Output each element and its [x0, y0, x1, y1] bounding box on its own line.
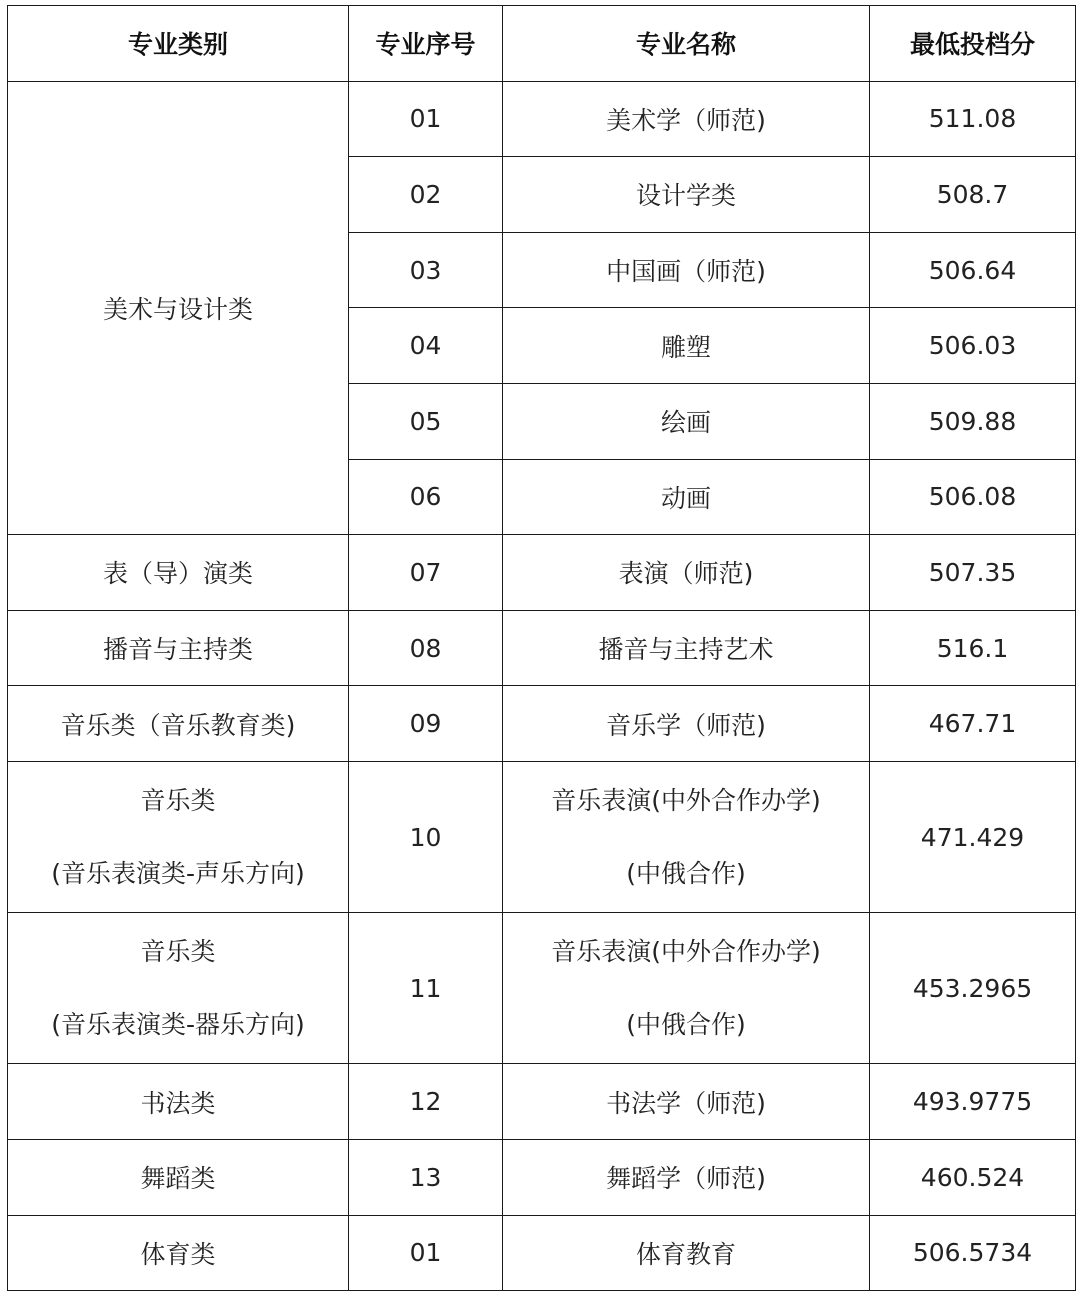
major-name-cell: 舞蹈学（师范) — [503, 1139, 870, 1215]
score-cell: 506.03 — [870, 308, 1076, 384]
score-cell: 516.1 — [870, 610, 1076, 686]
number-cell: 13 — [349, 1139, 503, 1215]
major-name-cell: 设计学类 — [503, 157, 870, 233]
category-cell: 播音与主持类 — [8, 610, 349, 686]
score-cell: 506.08 — [870, 459, 1076, 535]
category-line-2: (音乐表演类-器乐方向) — [51, 1010, 305, 1040]
score-cell: 471.429 — [870, 761, 1076, 912]
category-cell: 音乐类（音乐教育类) — [8, 686, 349, 762]
table-row — [8, 610, 1076, 686]
category-line-1: 音乐类 — [140, 786, 216, 816]
number-cell: 08 — [349, 610, 503, 686]
header-row — [8, 6, 1076, 82]
category-cell: 书法类 — [8, 1064, 349, 1140]
score-cell: 507.35 — [870, 535, 1076, 611]
score-cell: 506.64 — [870, 232, 1076, 308]
score-cell: 460.524 — [870, 1139, 1076, 1215]
number-cell: 11 — [349, 913, 503, 1064]
number-cell: 01 — [349, 81, 503, 157]
number-cell: 10 — [349, 761, 503, 912]
score-cell: 467.71 — [870, 686, 1076, 762]
major-name-cell: 动画 — [503, 459, 870, 535]
header-category: 专业类别 — [8, 6, 349, 82]
table-row — [8, 761, 1076, 912]
category-cell — [8, 913, 349, 1064]
category-cell: 舞蹈类 — [8, 1139, 349, 1215]
header-number: 专业序号 — [349, 6, 503, 82]
number-cell: 09 — [349, 686, 503, 762]
table-row — [8, 1215, 1076, 1291]
category-line-2: (音乐表演类-声乐方向) — [51, 859, 305, 889]
number-cell: 01 — [349, 1215, 503, 1291]
category-line-1: 音乐类 — [140, 937, 216, 967]
number-cell: 05 — [349, 383, 503, 459]
category-cell: 体育类 — [8, 1215, 349, 1291]
number-cell: 03 — [349, 232, 503, 308]
major-name-cell: 中国画（师范) — [503, 232, 870, 308]
major-name-cell: 播音与主持艺术 — [503, 610, 870, 686]
score-cell: 511.08 — [870, 81, 1076, 157]
major-name-cell: 雕塑 — [503, 308, 870, 384]
major-name-line-2: (中俄合作) — [626, 859, 746, 889]
number-cell: 06 — [349, 459, 503, 535]
major-name-cell: 音乐学（师范) — [503, 686, 870, 762]
major-name-cell: 书法学（师范) — [503, 1064, 870, 1140]
score-cell: 493.9775 — [870, 1064, 1076, 1140]
number-cell: 04 — [349, 308, 503, 384]
major-name-cell: 体育教育 — [503, 1215, 870, 1291]
table-row — [8, 535, 1076, 611]
table-row — [8, 686, 1076, 762]
table-row — [8, 913, 1076, 1064]
header-major-name: 专业名称 — [503, 6, 870, 82]
admission-score-table — [7, 5, 1076, 1291]
major-name-cell — [503, 913, 870, 1064]
category-cell — [8, 761, 349, 912]
table-row — [8, 1139, 1076, 1215]
major-name-line-1: 音乐表演(中外合作办学) — [551, 937, 821, 967]
table-row — [8, 1064, 1076, 1140]
table-row — [8, 81, 1076, 157]
major-name-cell — [503, 761, 870, 912]
major-name-cell: 绘画 — [503, 383, 870, 459]
score-cell: 506.5734 — [870, 1215, 1076, 1291]
score-cell: 508.7 — [870, 157, 1076, 233]
number-cell: 12 — [349, 1064, 503, 1140]
major-name-cell: 表演（师范) — [503, 535, 870, 611]
major-name-cell: 美术学（师范) — [503, 81, 870, 157]
category-cell: 表（导）演类 — [8, 535, 349, 611]
major-name-line-2: (中俄合作) — [626, 1010, 746, 1040]
header-min-score: 最低投档分 — [870, 6, 1076, 82]
number-cell: 07 — [349, 535, 503, 611]
category-cell: 美术与设计类 — [8, 81, 349, 535]
number-cell: 02 — [349, 157, 503, 233]
score-cell: 453.2965 — [870, 913, 1076, 1064]
major-name-line-1: 音乐表演(中外合作办学) — [551, 786, 821, 816]
score-cell: 509.88 — [870, 383, 1076, 459]
